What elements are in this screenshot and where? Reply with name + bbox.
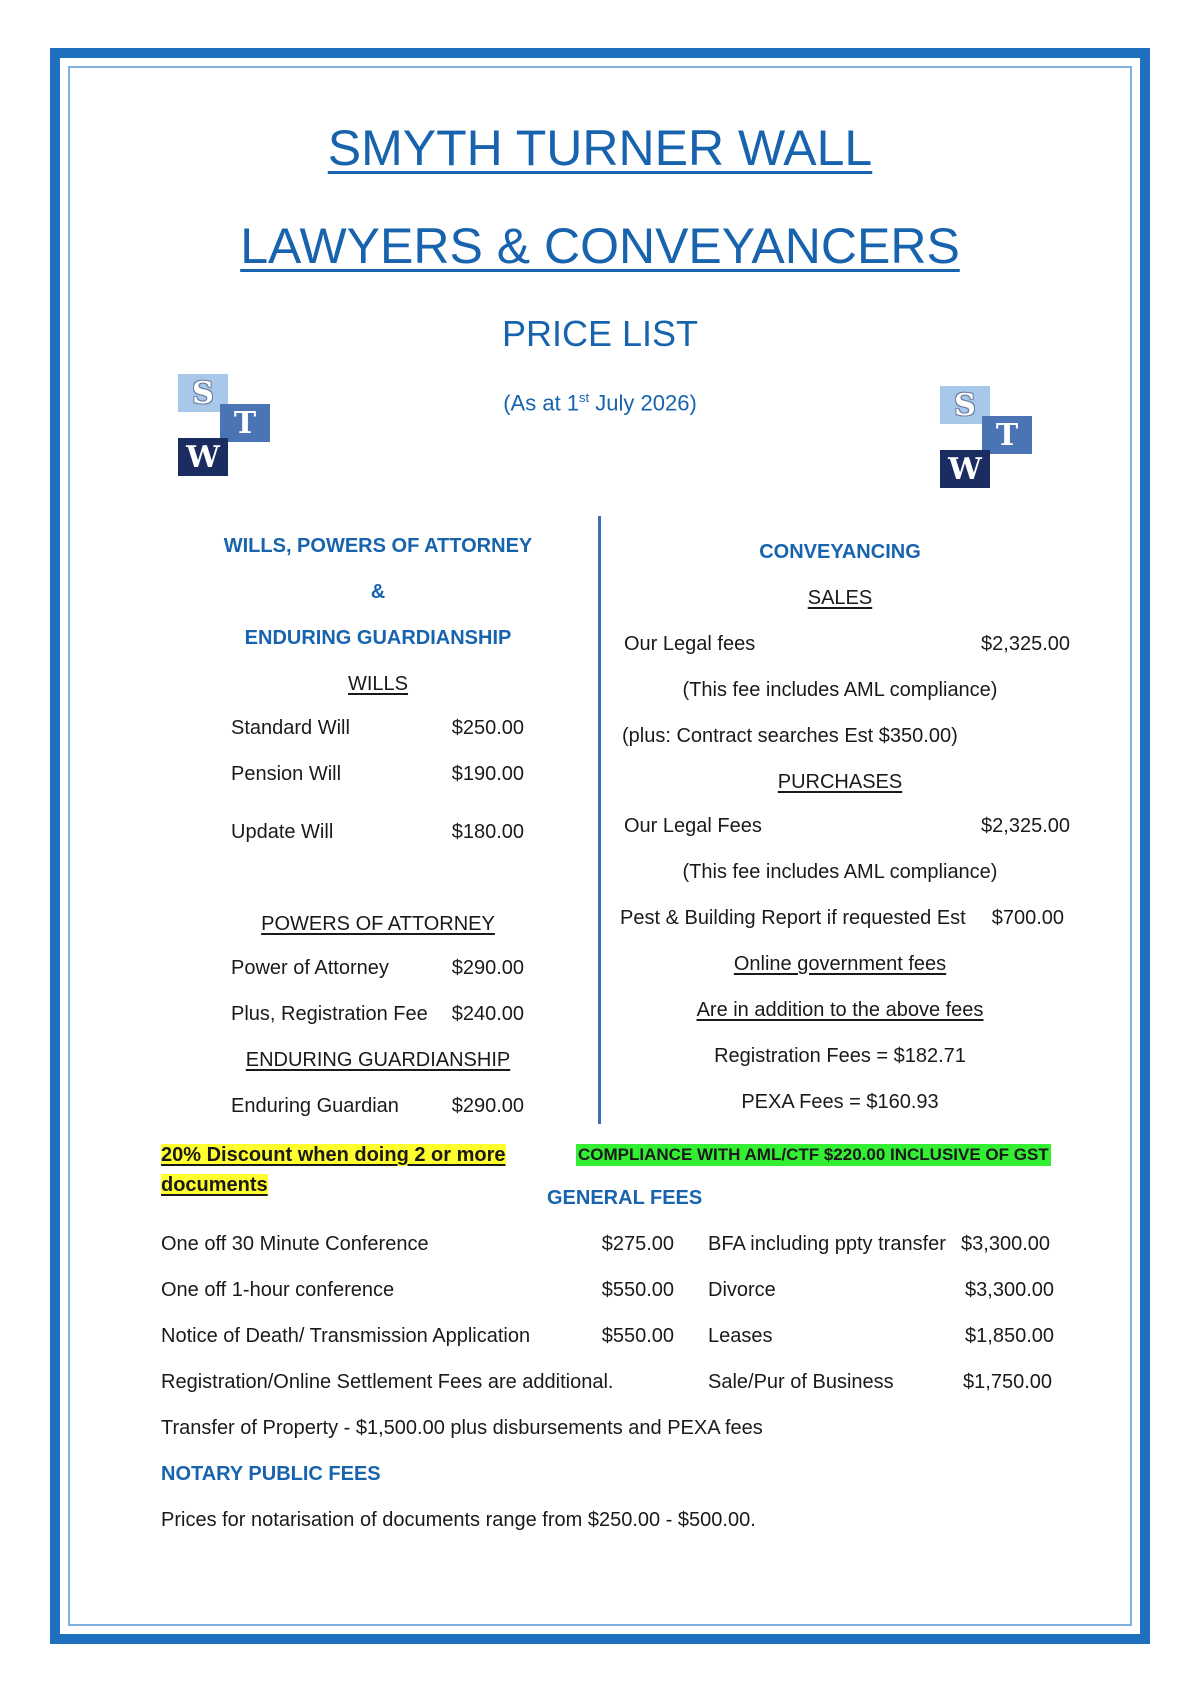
logo-right: S T W <box>940 386 1032 488</box>
firm-name: SMYTH TURNER WALL <box>327 120 873 176</box>
price-list-date: (As at 1st July 2026) <box>503 390 697 416</box>
general-left-2-name: One off 1-hour conference <box>161 1279 395 1301</box>
general-left-3-price: $550.00 <box>601 1325 674 1347</box>
poa-price: $290.00 <box>451 957 524 979</box>
wills-heading-2: ENDURING GUARDIANSHIP <box>244 627 512 649</box>
general-right-1-name: BFA including ppty transfer <box>708 1233 946 1255</box>
general-right-2-name: Divorce <box>708 1279 776 1301</box>
will-standard-price: $250.00 <box>451 717 524 739</box>
firm-type: LAWYERS & CONVEYANCERS <box>240 218 960 274</box>
general-right-3-name: Leases <box>708 1325 773 1347</box>
sales-fee-name: Our Legal fees <box>624 633 756 655</box>
logo-left: S T W <box>178 374 270 476</box>
price-list-title: PRICE LIST <box>501 313 699 354</box>
purchases-fee-name: Our Legal Fees <box>624 815 762 837</box>
sales-fee-price: $2,325.00 <box>981 633 1070 655</box>
sales-searches: (plus: Contract searches Est $350.00) <box>622 725 958 747</box>
general-right-1-price: $3,300.00 <box>961 1233 1050 1255</box>
discount-note: 20% Discount when doing 2 or more documents <box>161 1144 506 1196</box>
will-update-price: $180.00 <box>451 821 524 843</box>
transfer-property-note: Transfer of Property - $1,500.00 plus disbursements and PEXA fees <box>161 1417 763 1439</box>
compliance-note: COMPLIANCE WITH AML/CTF $220.00 INCLUSIVE OF GST <box>578 1145 1049 1164</box>
will-update-name: Update Will <box>231 821 334 843</box>
registration-settlement-note: Registration/Online Settlement Fees are additional. <box>161 1371 614 1393</box>
conveyancing-heading: CONVEYANCING <box>759 541 921 563</box>
column-divider <box>598 516 601 1124</box>
general-fees-heading: GENERAL FEES <box>547 1187 703 1209</box>
poa-label: POWERS OF ATTORNEY <box>261 913 495 935</box>
general-left-2-price: $550.00 <box>601 1279 674 1301</box>
wills-heading-1: WILLS, POWERS OF ATTORNEY <box>223 535 533 557</box>
wills-label: WILLS <box>347 673 409 695</box>
sales-label: SALES <box>807 587 873 609</box>
eg-price: $290.00 <box>451 1095 524 1117</box>
online-fees-2: Are in addition to the above fees <box>696 999 984 1021</box>
general-left-1-name: One off 30 Minute Conference <box>161 1233 429 1255</box>
will-standard-name: Standard Will <box>231 717 350 739</box>
pest-price: $700.00 <box>991 907 1064 929</box>
general-left-3-name: Notice of Death/ Transmission Application <box>161 1325 531 1347</box>
poa-reg-price: $240.00 <box>451 1003 524 1025</box>
pexa-fees: PEXA Fees = $160.93 <box>741 1091 939 1113</box>
purchases-label: PURCHASES <box>777 771 903 793</box>
eg-label: ENDURING GUARDIANSHIP <box>245 1049 511 1071</box>
notary-text: Prices for notarisation of documents range from $250.00 - $500.00. <box>161 1509 756 1531</box>
poa-name: Power of Attorney <box>231 957 389 979</box>
will-pension-price: $190.00 <box>451 763 524 785</box>
registration-fees: Registration Fees = $182.71 <box>714 1045 966 1067</box>
general-left-1-price: $275.00 <box>601 1233 674 1255</box>
notary-heading: NOTARY PUBLIC FEES <box>161 1463 381 1485</box>
wills-heading-amp: & <box>370 581 386 603</box>
eg-name: Enduring Guardian <box>231 1095 399 1117</box>
sales-note: (This fee includes AML compliance) <box>682 679 998 701</box>
online-fees-1: Online government fees <box>733 953 947 975</box>
general-right-3-price: $1,850.00 <box>965 1325 1054 1347</box>
general-right-4-name: Sale/Pur of Business <box>708 1371 894 1393</box>
poa-reg-name: Plus, Registration Fee <box>231 1003 428 1025</box>
general-right-4-price: $1,750.00 <box>963 1371 1052 1393</box>
general-right-2-price: $3,300.00 <box>965 1279 1054 1301</box>
will-pension-name: Pension Will <box>231 763 342 785</box>
pest-name: Pest & Building Report if requested Est <box>620 907 966 929</box>
purchases-note: (This fee includes AML compliance) <box>682 861 998 883</box>
purchases-fee-price: $2,325.00 <box>981 815 1070 837</box>
